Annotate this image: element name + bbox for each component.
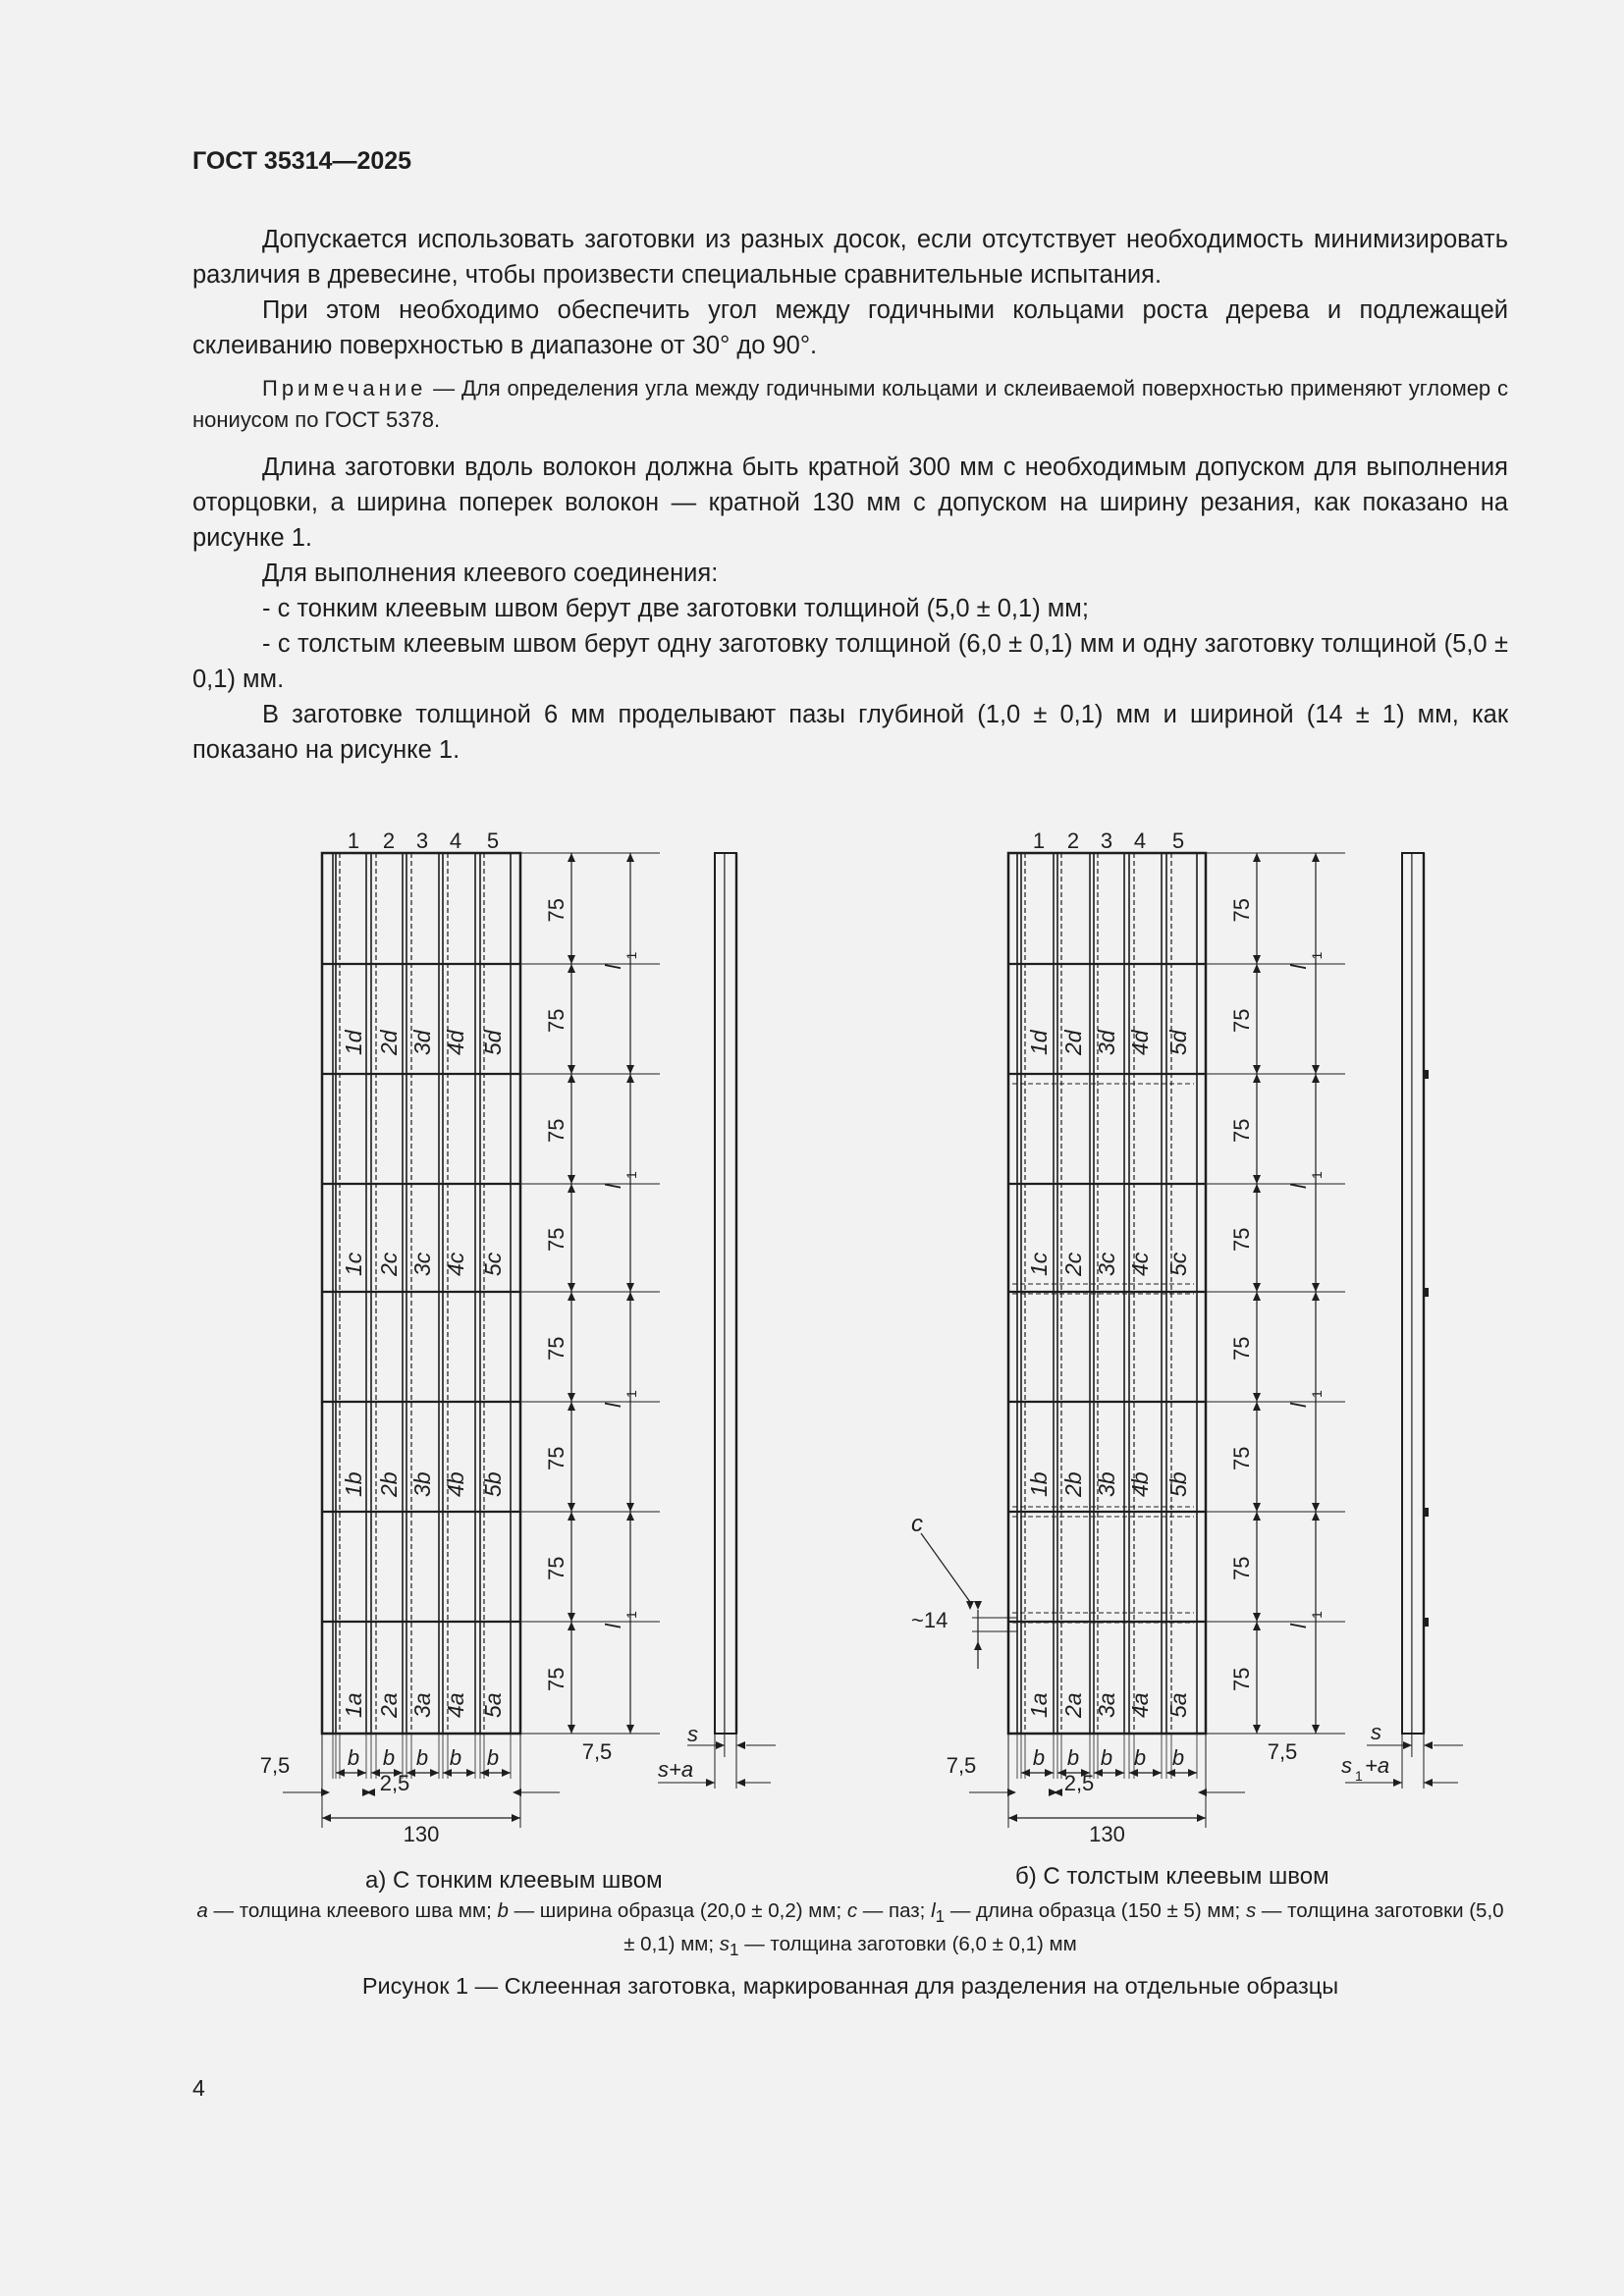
specimen-label: 5d bbox=[1165, 1030, 1191, 1055]
groove-mark bbox=[1423, 1288, 1429, 1297]
dimension-label-b: b bbox=[382, 1745, 396, 1770]
dimension-label: 75 bbox=[544, 1227, 568, 1252]
specimen-label: 2d bbox=[376, 1030, 402, 1055]
dimension-arrow bbox=[1312, 853, 1320, 862]
dimension-arrow bbox=[512, 1814, 520, 1822]
dimension-arrow bbox=[1253, 1622, 1261, 1630]
list-item: - с толстым клеевым швом берут одну заготовку толщиной (6,0 ± 0,1) мм и одну заготовку толщиной (5,0 ± 0,1) мм. bbox=[192, 630, 1508, 693]
dimension-label: 7,5 bbox=[581, 1739, 613, 1764]
specimen-label: 4d bbox=[1127, 1030, 1153, 1055]
legend-symbol: s bbox=[1245, 1899, 1257, 1922]
dimension-label-b: b bbox=[1100, 1745, 1113, 1770]
dimension-arrow bbox=[568, 1074, 575, 1083]
dimension-arrow bbox=[626, 1292, 634, 1301]
dimension-arrow bbox=[430, 1769, 439, 1777]
dimension-arrow bbox=[568, 1402, 575, 1411]
specimen-label: 5a bbox=[1165, 1692, 1191, 1718]
dimension-arrow bbox=[626, 1065, 634, 1074]
column-number: 3 bbox=[1100, 828, 1113, 853]
dimension-arrow bbox=[1094, 1769, 1103, 1777]
dimension-label: 75 bbox=[544, 1556, 568, 1580]
specimen-label: 2d bbox=[1060, 1030, 1086, 1055]
dimension-arrow bbox=[1253, 1503, 1261, 1512]
dimension-arrow bbox=[466, 1769, 475, 1777]
legend-symbol: a bbox=[196, 1899, 208, 1922]
specimen-label: 5c bbox=[480, 1252, 506, 1276]
note bbox=[192, 373, 1508, 436]
dimension-arrow bbox=[513, 1789, 521, 1796]
dimension-label: 7,5 bbox=[259, 1753, 291, 1778]
dimension-arrow bbox=[1253, 1175, 1261, 1184]
dimension-arrow bbox=[1253, 1393, 1261, 1402]
dimension-label-l: l bbox=[601, 1403, 625, 1408]
dimension-label: 75 bbox=[1229, 1227, 1254, 1252]
specimen-label: 3d bbox=[1094, 1030, 1119, 1055]
dimension-arrow bbox=[1312, 1292, 1320, 1301]
dimension-arrow bbox=[1253, 955, 1261, 964]
dimension-arrow bbox=[568, 1503, 575, 1512]
note-text: — Для определения угла между годичными кольцами и склеиваемой поверхностью применяют угломер с нониусом по ГОСТ 5378. bbox=[192, 376, 1508, 432]
dimension-arrow bbox=[1253, 1074, 1261, 1083]
dimension-arrow bbox=[1007, 1789, 1016, 1796]
figure-title: Рисунок 1 — Склеенная заготовка, маркированная для разделения на отдельные образцы bbox=[361, 1973, 1339, 1999]
dimension-arrow bbox=[568, 1512, 575, 1521]
specimen-label: 3d bbox=[409, 1030, 435, 1055]
dimension-arrow bbox=[1253, 964, 1261, 973]
dimension-arrow bbox=[1312, 1503, 1320, 1512]
dimension-label: 7,5 bbox=[946, 1753, 977, 1778]
column-number: 1 bbox=[1032, 828, 1046, 853]
leader-arrow bbox=[966, 1601, 974, 1610]
specimen-label: 3c bbox=[409, 1252, 435, 1276]
specimen-label: 4c bbox=[443, 1252, 468, 1276]
legend-subscript: 1 bbox=[935, 1907, 946, 1927]
document-header: ГОСТ 35314—2025 bbox=[192, 147, 412, 175]
dimension-arrow bbox=[1312, 1283, 1320, 1292]
dimension-arrow bbox=[1312, 1065, 1320, 1074]
dimension-arrow bbox=[1198, 1789, 1207, 1796]
dimension-arrow bbox=[1312, 1512, 1320, 1521]
specimen-label: 4b bbox=[443, 1471, 468, 1497]
dimension-label: 75 bbox=[1229, 898, 1254, 923]
legend-text: — толщина заготовки (6,0 ± 0,1) мм bbox=[738, 1933, 1077, 1956]
dimension-label-b: b bbox=[1171, 1745, 1185, 1770]
specimen-label: 3b bbox=[409, 1471, 435, 1497]
dimension-subscript: 1 bbox=[1309, 951, 1325, 960]
paragraph: В заготовке толщиной 6 мм проделывают пазы глубиной (1,0 ± 0,1) мм и шириной (14 ± 1) мм, как показано на рисунке 1. bbox=[192, 701, 1508, 764]
groove-label: c bbox=[911, 1511, 923, 1537]
page-number: 4 bbox=[192, 2075, 205, 2101]
dimension-subscript: 1 bbox=[623, 1611, 639, 1619]
dimension-arrow bbox=[568, 1725, 575, 1734]
dimension-label: 75 bbox=[544, 1446, 568, 1470]
column-number: 1 bbox=[347, 828, 360, 853]
dimension-label-b: b bbox=[449, 1745, 462, 1770]
specimen-label: 3a bbox=[1094, 1692, 1119, 1718]
groove-mark bbox=[1423, 1618, 1429, 1627]
specimen-label: 1c bbox=[1026, 1252, 1052, 1276]
dimension-arrow bbox=[357, 1769, 366, 1777]
dimension-subscript: 1 bbox=[1355, 1768, 1363, 1784]
column-number: 4 bbox=[449, 828, 462, 853]
groove-mark bbox=[1423, 1508, 1429, 1517]
specimen-label: 4c bbox=[1127, 1252, 1153, 1276]
specimen-label: 5c bbox=[1165, 1252, 1191, 1276]
specimen-label: 2a bbox=[1060, 1692, 1086, 1718]
paragraph: Длина заготовки вдоль волокон должна быть кратной 300 мм с необходимым допуском для выполнения оторцовки, а ширина поперек волокон — кратной 130 мм с допуском на ширину резания, как показано на рисунке 1. bbox=[192, 454, 1508, 552]
specimen-label: 2c bbox=[1060, 1252, 1086, 1276]
legend-text: — длина образца (150 ± 5) мм; bbox=[945, 1899, 1246, 1922]
specimen-label: 1b bbox=[341, 1471, 366, 1497]
dimension-label: 75 bbox=[544, 1336, 568, 1361]
dimension-arrow bbox=[1021, 1769, 1030, 1777]
side-view bbox=[1402, 853, 1424, 1734]
specimen-label: 3c bbox=[1094, 1252, 1119, 1276]
dimension-label: 75 bbox=[1229, 1118, 1254, 1143]
dimension-arrow bbox=[1253, 1613, 1261, 1622]
dimension-arrow bbox=[974, 1601, 982, 1610]
body-text bbox=[192, 222, 1508, 768]
dimension-arrow bbox=[568, 1283, 575, 1292]
dimension-arrow bbox=[1188, 1769, 1197, 1777]
dimension-arrow bbox=[1045, 1769, 1054, 1777]
legend-symbol: l bbox=[931, 1899, 936, 1922]
dimension-label: 130 bbox=[403, 1822, 440, 1846]
dimension-label-b: b bbox=[1066, 1745, 1080, 1770]
dimension-arrow bbox=[568, 853, 575, 862]
specimen-label: 1d bbox=[1026, 1030, 1052, 1055]
specimen-label: 1b bbox=[1026, 1471, 1052, 1497]
dimension-arrow bbox=[336, 1769, 345, 1777]
dimension-label-s: s bbox=[1371, 1720, 1381, 1744]
dimension-label: 75 bbox=[544, 1008, 568, 1033]
dimension-subscript: 1 bbox=[1309, 1611, 1325, 1619]
dimension-subscript: 1 bbox=[623, 1390, 639, 1398]
groove-mark bbox=[1423, 1070, 1429, 1079]
dimension-arrow bbox=[1424, 1741, 1433, 1749]
dimension-label-l: l bbox=[601, 1624, 625, 1629]
dimension-arrow bbox=[1424, 1779, 1433, 1787]
dimension-arrow bbox=[1253, 853, 1261, 862]
dimension-label: 130 bbox=[1089, 1822, 1125, 1846]
specimen-label: 2c bbox=[376, 1252, 402, 1276]
specimen-label: 5a bbox=[480, 1692, 506, 1718]
dimension-subscript: 1 bbox=[1309, 1171, 1325, 1179]
dimension-arrow bbox=[626, 1512, 634, 1521]
dimension-subscript: 1 bbox=[623, 951, 639, 960]
caption-a: а) С тонким клеевым швом bbox=[365, 1867, 663, 1894]
dimension-arrow bbox=[502, 1769, 511, 1777]
dimension-label: 75 bbox=[1229, 1667, 1254, 1691]
dimension-label: 2,5 bbox=[1063, 1771, 1095, 1795]
dimension-arrow bbox=[1253, 1065, 1261, 1074]
specimen-label: 1a bbox=[1026, 1692, 1052, 1718]
dimension-arrow bbox=[1166, 1769, 1175, 1777]
dimension-label-l: l bbox=[601, 1184, 625, 1189]
legend-symbol: b bbox=[497, 1899, 509, 1922]
leader-line bbox=[921, 1533, 970, 1602]
paragraph: При этом необходимо обеспечить угол между годичными кольцами роста дерева и подлежащей склеиванию поверхностью в диапазоне от 30° до 90°. bbox=[192, 296, 1508, 359]
dimension-label-l: l bbox=[1286, 1624, 1311, 1629]
specimen-label: 1d bbox=[341, 1030, 366, 1055]
specimen-label: 3b bbox=[1094, 1471, 1119, 1497]
dimension-arrow bbox=[1393, 1779, 1402, 1787]
column-number: 5 bbox=[486, 828, 500, 853]
paragraph: Для выполнения клеевого соединения: bbox=[262, 560, 719, 587]
specimen-label: 2b bbox=[1060, 1471, 1086, 1497]
dimension-arrow bbox=[1253, 1725, 1261, 1734]
dimension-arrow bbox=[371, 1769, 380, 1777]
caption-b: б) С толстым клеевым швом bbox=[1015, 1863, 1329, 1890]
dimension-arrow bbox=[626, 853, 634, 862]
legend-text: — паз; bbox=[857, 1899, 932, 1922]
legend-symbol: s bbox=[719, 1933, 731, 1956]
dimension-arrow bbox=[1115, 1769, 1124, 1777]
legend-text: — толщина клеевого шва мм; bbox=[207, 1899, 498, 1922]
dimension-label-l: l bbox=[601, 964, 625, 970]
legend-text: — ширина образца (20,0 ± 0,2) мм; bbox=[508, 1899, 847, 1922]
dimension-arrow bbox=[480, 1769, 489, 1777]
legend-text: — толщина заготовки (5,0 ± 0,1) мм; bbox=[623, 1899, 1504, 1956]
dimension-arrow bbox=[568, 1393, 575, 1402]
dimension-label-s1: +a bbox=[1365, 1753, 1390, 1778]
dimension-label-l: l bbox=[1286, 1184, 1311, 1189]
dimension-arrow bbox=[1153, 1769, 1162, 1777]
dimension-subscript: 1 bbox=[623, 1171, 639, 1179]
dimension-arrow bbox=[1129, 1769, 1138, 1777]
dimension-label: 75 bbox=[544, 1667, 568, 1691]
dimension-arrow bbox=[974, 1641, 982, 1650]
figure-drawing bbox=[0, 815, 1624, 1895]
column-number: 3 bbox=[415, 828, 429, 853]
dimension-arrow bbox=[568, 1175, 575, 1184]
dimension-label: 75 bbox=[1229, 1008, 1254, 1033]
dimension-arrow bbox=[626, 1074, 634, 1083]
dimension-label-b: b bbox=[1133, 1745, 1147, 1770]
specimen-label: 2a bbox=[376, 1692, 402, 1718]
dimension-label: 75 bbox=[544, 1118, 568, 1143]
side-view bbox=[715, 853, 736, 1734]
dimension-arrow bbox=[1253, 1402, 1261, 1411]
dimension-arrow bbox=[568, 1622, 575, 1630]
dimension-arrow bbox=[626, 1503, 634, 1512]
dimension-arrow bbox=[1253, 1292, 1261, 1301]
dimension-arrow bbox=[1049, 1789, 1057, 1796]
specimen-label: 4d bbox=[443, 1030, 468, 1055]
dimension-arrow bbox=[1403, 1741, 1412, 1749]
dimension-label: 7,5 bbox=[1267, 1739, 1298, 1764]
specimen-label: 5d bbox=[480, 1030, 506, 1055]
dimension-arrow bbox=[626, 1725, 634, 1734]
column-number: 4 bbox=[1133, 828, 1147, 853]
dimension-label-s1: s bbox=[1341, 1753, 1352, 1778]
dimension-label-s-plus-a: s+a bbox=[658, 1757, 694, 1782]
groove-width-label: ~14 bbox=[911, 1608, 948, 1632]
figure-legend bbox=[192, 1897, 1508, 1964]
legend-symbol: c bbox=[846, 1899, 858, 1922]
legend-subscript: 1 bbox=[730, 1941, 739, 1960]
dimension-arrow bbox=[1008, 1814, 1017, 1822]
column-number: 5 bbox=[1171, 828, 1185, 853]
specimen-label: 5b bbox=[480, 1471, 506, 1497]
dimension-label: 75 bbox=[544, 898, 568, 923]
specimen-label: 2b bbox=[376, 1471, 402, 1497]
dimension-arrow bbox=[568, 964, 575, 973]
specimen-label: 1a bbox=[341, 1692, 366, 1718]
dimension-arrow bbox=[1253, 1512, 1261, 1521]
dimension-arrow bbox=[322, 1814, 331, 1822]
dimension-arrow bbox=[736, 1779, 745, 1787]
paragraph: Допускается использовать заготовки из разных досок, если отсутствует необходимость минимизировать различия в древесине, чтобы произвести специальные сравнительные испытания. bbox=[192, 226, 1508, 289]
dimension-subscript: 1 bbox=[1309, 1390, 1325, 1398]
dimension-arrow bbox=[568, 955, 575, 964]
dimension-arrow bbox=[1312, 1725, 1320, 1734]
dimension-label: 75 bbox=[1229, 1446, 1254, 1470]
column-number: 2 bbox=[1066, 828, 1080, 853]
dimension-label: 2,5 bbox=[379, 1771, 410, 1795]
dimension-label-s: s bbox=[687, 1722, 698, 1746]
specimen-label: 4a bbox=[1127, 1692, 1153, 1718]
dimension-arrow bbox=[1253, 1184, 1261, 1193]
specimen-label: 3a bbox=[409, 1692, 435, 1718]
specimen-label: 4a bbox=[443, 1692, 468, 1718]
dimension-arrow bbox=[568, 1613, 575, 1622]
dimension-label-b: b bbox=[347, 1745, 360, 1770]
dimension-arrow bbox=[443, 1769, 452, 1777]
dimension-label-l: l bbox=[1286, 964, 1311, 970]
specimen-label: 1c bbox=[341, 1252, 366, 1276]
dimension-arrow bbox=[706, 1779, 715, 1787]
dimension-arrow bbox=[568, 1292, 575, 1301]
dimension-arrow bbox=[568, 1184, 575, 1193]
dimension-arrow bbox=[1312, 1074, 1320, 1083]
dimension-arrow bbox=[736, 1741, 745, 1749]
specimen-label: 5b bbox=[1165, 1471, 1191, 1497]
dimension-label-b: b bbox=[486, 1745, 500, 1770]
dimension-arrow bbox=[321, 1789, 330, 1796]
dimension-label-b: b bbox=[1032, 1745, 1046, 1770]
dimension-label-b: b bbox=[415, 1745, 429, 1770]
dimension-arrow bbox=[716, 1741, 725, 1749]
dimension-arrow bbox=[568, 1065, 575, 1074]
dimension-arrow bbox=[362, 1789, 371, 1796]
dimension-arrow bbox=[626, 1283, 634, 1292]
column-number: 2 bbox=[382, 828, 396, 853]
blank-outline bbox=[322, 853, 520, 1734]
list-item: - с тонким клеевым швом берут две заготовки толщиной (5,0 ± 0,1) мм; bbox=[262, 595, 1089, 622]
specimen-label: 4b bbox=[1127, 1471, 1153, 1497]
dimension-arrow bbox=[1197, 1814, 1206, 1822]
dimension-label: 75 bbox=[1229, 1336, 1254, 1361]
dimension-arrow bbox=[1253, 1283, 1261, 1292]
dimension-label-l: l bbox=[1286, 1403, 1311, 1408]
dimension-label: 75 bbox=[1229, 1556, 1254, 1580]
note-label: Примечание bbox=[262, 376, 427, 400]
